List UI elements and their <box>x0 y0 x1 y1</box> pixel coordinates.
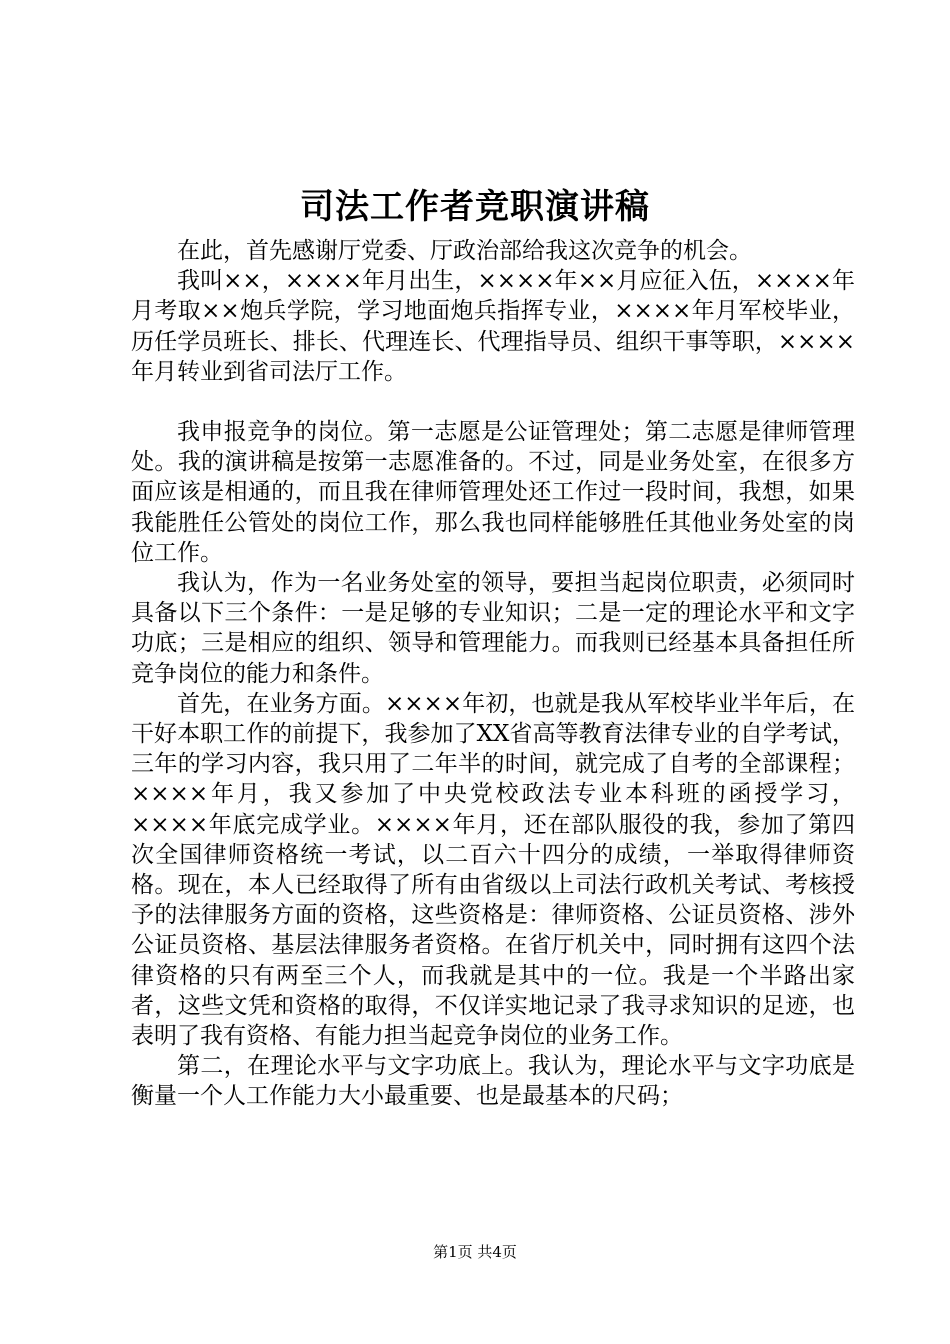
paragraph-theory: 第二，在理论水平与文字功底上。我认为，理论水平与文字功底是衡量一个人工作能力大小最重要、也是最基本的尺码； <box>131 1053 855 1110</box>
document-body <box>131 236 855 1112</box>
paragraph-position: 我申报竞争的岗位。第一志愿是公证管理处；第二志愿是律师管理处。我的演讲稿是按第一志愿准备的。不过，同是业务处室，在很多方面应该是相通的，而且我在律师管理处还工作过一段时间，我想，如果我能胜任公管处的岗位工作，那么我也同样能够胜任其他业务处室的岗位工作。 <box>131 419 855 566</box>
page-indicator: 第1页 共4页 <box>433 1243 517 1261</box>
paragraph-business: 首先，在业务方面。××××年初，也就是我从军校毕业半年后，在干好本职工作的前提下，我参加了XX省高等教育法律专业的自学考试，三年的学习内容，我只用了二年半的时间，就完成了自考的全部课程；××××年月，我又参加了中央党校政法专业本科班的函授学习，××××年底完成学业。××××年月，还在部队服役的我，参加了第四次全国律师资格统一考试，以二百六十四分的成绩，一举取得律师资格。现在，本人已经取得了所有由省级以上司法行政机关考试、考核授予的法律服务方面的资格，这些资格是：律师资格、公证员资格、涉外公证员资格、基层法律服务者资格。在省厅机关中，同时拥有这四个法律资格的只有两至三个人，而我就是其中的一位。我是一个半路出家者，这些文凭和资格的取得，不仅详实地记录了我寻求知识的足迹，也表明了我有资格、有能力担当起竞争岗位的业务工作。 <box>131 690 855 1050</box>
paragraph-intro: 在此，首先感谢厅党委、厅政治部给我这次竞争的机会。 <box>177 238 752 264</box>
paragraph-conditions: 我认为，作为一名业务处室的领导，要担当起岗位职责，必须同时具备以下三个条件：一是足够的专业知识；二是一定的理论水平和文字功底；三是相应的组织、领导和管理能力。而我则已经基本具备担任所竞争岗位的能力和条件。 <box>131 570 855 687</box>
document-title: 司法工作者竞职演讲稿 <box>300 187 650 227</box>
paragraph-background: 我叫××，××××年月出生，××××年××月应征入伍，××××年月考取××炮兵学院，学习地面炮兵指挥专业，××××年月军校毕业，历任学员班长、排长、代理连长、代理指导员、组织干事等职，××××年月转业到省司法厅工作。 <box>131 268 855 385</box>
